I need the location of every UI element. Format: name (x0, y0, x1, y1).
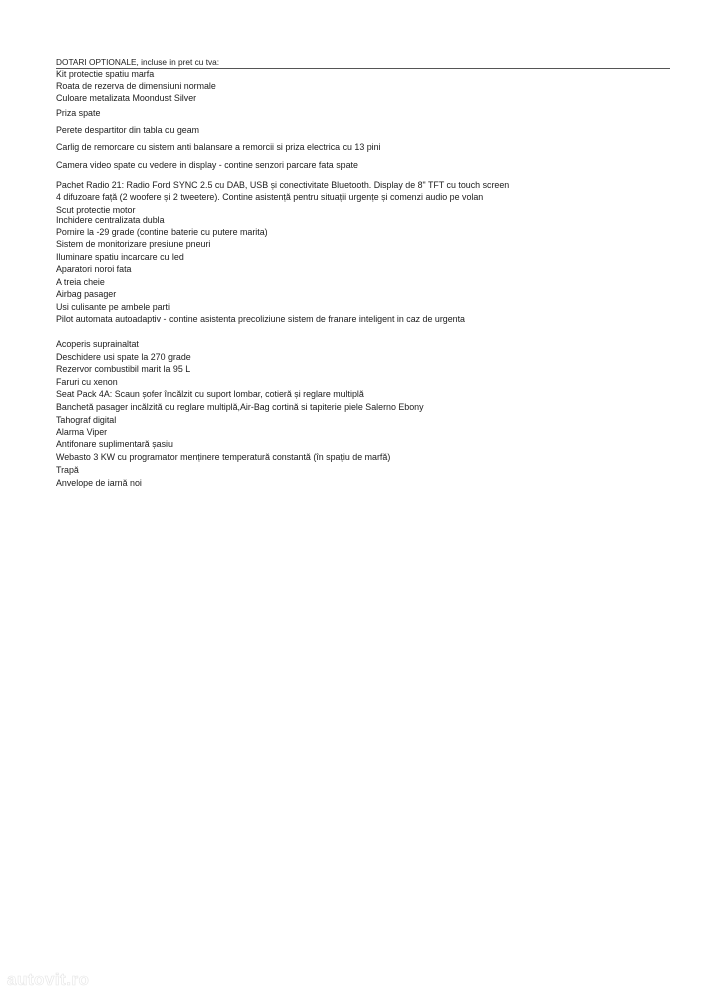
option-item: Webasto 3 KW cu programator menținere temperatură constantă (în spațiu de marfă) (56, 452, 391, 462)
option-item: Priza spate (56, 108, 101, 118)
section-header-text: DOTARI OPTIONALE, incluse in pret cu tva: (56, 57, 220, 67)
option-item: Usi culisante pe ambele parti (56, 302, 170, 312)
option-item: Acoperis suprainaltat (56, 339, 139, 349)
watermark-logo: autovit.ro (7, 970, 90, 989)
option-item: Rezervor combustibil marit la 95 L (56, 364, 191, 374)
option-item: Carlig de remorcare cu sistem anti balansare a remorcii si priza electrica cu 13 pini (56, 142, 381, 152)
option-item: Pornire la -29 grade (contine baterie cu putere marita) (56, 227, 268, 237)
option-item: Aparatori noroi fata (56, 264, 132, 274)
option-item: Banchetă pasager incălzită cu reglare multiplă,Air-Bag cortină si tapiterie piele Salerno Ebony (56, 402, 424, 412)
option-item: Seat Pack 4A: Scaun șofer încălzit cu suport lombar, cotieră și reglare multiplă (56, 389, 364, 399)
option-item: Alarma Viper (56, 427, 108, 437)
option-item: Trapă (56, 465, 79, 475)
option-item: Pilot automata autoadaptiv - contine asistenta precoliziune sistem de franare inteligent in caz de urgenta (56, 314, 465, 324)
option-item: Perete despartitor din tabla cu geam (56, 125, 200, 135)
option-item: Anvelope de iarnă noi (56, 478, 142, 488)
option-item: Faruri cu xenon (56, 377, 118, 387)
option-item: Pachet Radio 21: Radio Ford SYNC 2.5 cu DAB, USB și conectivitate Bluetooth. Display de 8" TFT cu touch screen (56, 180, 510, 190)
option-item: Iluminare spatiu incarcare cu led (56, 252, 184, 262)
option-item: 4 difuzoare față (2 woofere și 2 tweetere). Contine asistență pentru situații urgențe și comenzi audio pe volan (56, 192, 484, 202)
option-item: Kit protectie spatiu marfa (56, 69, 155, 79)
section-header (56, 56, 670, 69)
option-item: Camera video spate cu vedere in display - contine senzori parcare fata spate (56, 160, 358, 170)
option-item: Scut protectie motor (56, 205, 136, 215)
option-item: Tahograf digital (56, 415, 117, 425)
option-item: Deschidere usi spate la 270 grade (56, 352, 191, 362)
option-item: Roata de rezerva de dimensiuni normale (56, 81, 216, 91)
option-item: Inchidere centralizata dubla (56, 215, 165, 225)
option-item: Sistem de monitorizare presiune pneuri (56, 239, 211, 249)
option-item: A treia cheie (56, 277, 105, 287)
option-item: Antifonare suplimentară șasiu (56, 439, 173, 449)
option-item: Airbag pasager (56, 289, 117, 299)
option-item: Culoare metalizata Moondust Silver (56, 93, 197, 103)
